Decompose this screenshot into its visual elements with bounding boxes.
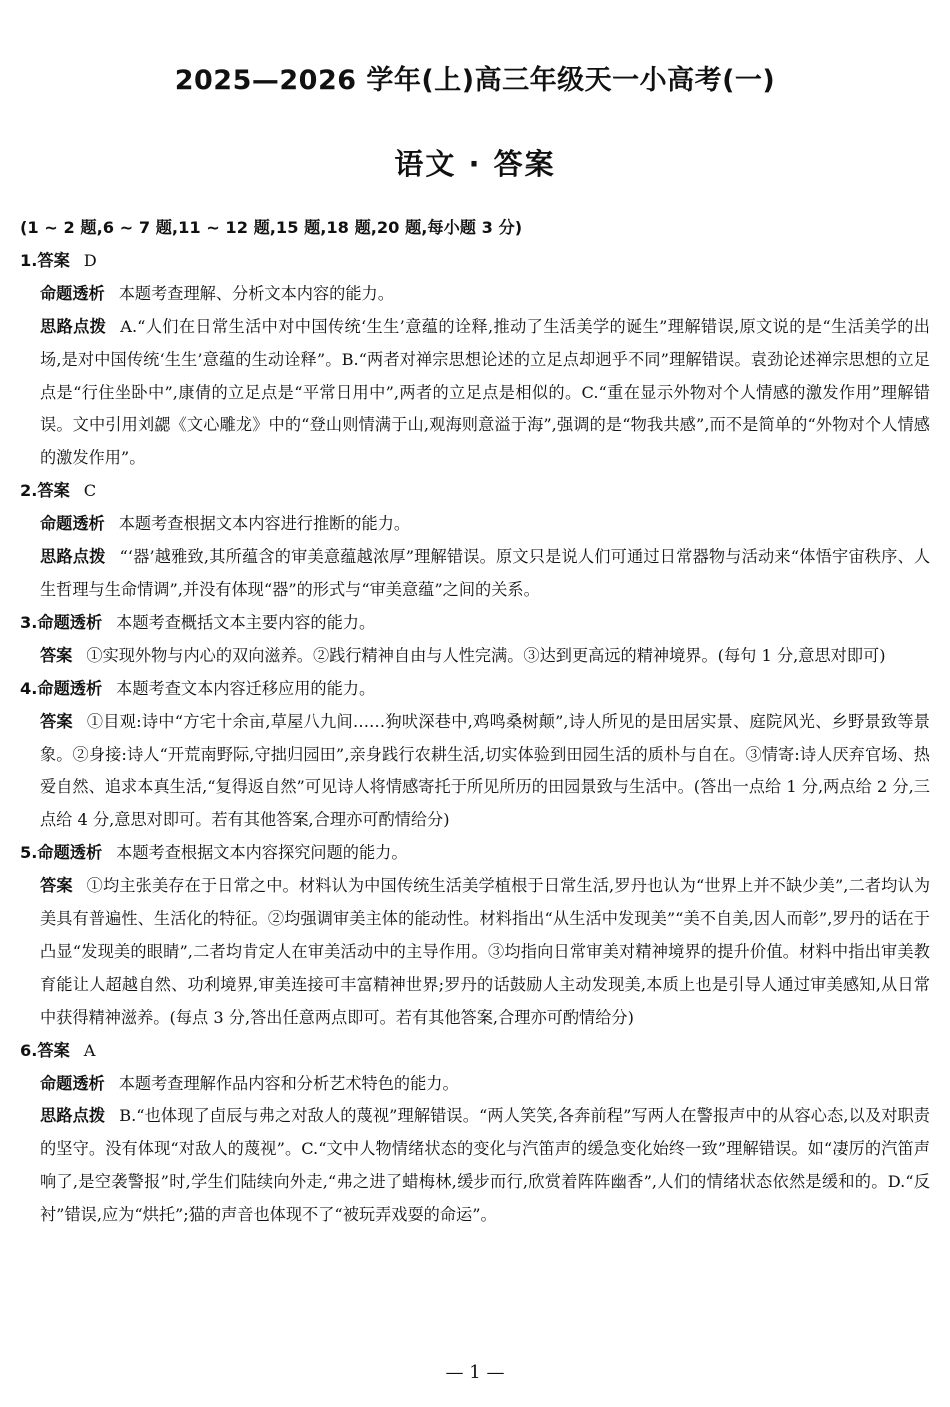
- q1-analysis-text: 本题考查理解、分析文本内容的能力。: [118, 283, 394, 303]
- q1-hint-para: [20, 311, 930, 476]
- q3-analysis-line: [20, 607, 930, 640]
- page-number: — 1 —: [445, 1362, 505, 1383]
- q3-answer-para: [20, 640, 930, 673]
- q2-hint-label: 思路点拨: [40, 547, 106, 567]
- q1-answer-value: D: [83, 250, 97, 270]
- q6-answer-label: 答案: [37, 1040, 70, 1060]
- answer-content: [20, 212, 930, 1232]
- q2-number: 2.: [20, 481, 38, 501]
- score-note: (1 ~ 2 题,6 ~ 7 题,11 ~ 12 题,15 题,18 题,20 题,每小题 3 分): [20, 218, 523, 237]
- q5-analysis-line: [20, 837, 930, 870]
- q6-number: 6.: [20, 1040, 38, 1060]
- q6-analysis-line: [20, 1068, 930, 1101]
- q6-answer-line: [20, 1035, 930, 1068]
- q4-number: 4.: [20, 678, 38, 698]
- q3-number: 3.: [20, 612, 38, 632]
- q6-answer-value: A: [83, 1040, 96, 1060]
- q2-answer-label: 答案: [37, 481, 70, 501]
- exam-title: 2025—2026 学年(上)高三年级天一小高考(一): [174, 65, 776, 96]
- q6-hint-para: [20, 1100, 930, 1232]
- q1-analysis-label: 命题透析: [40, 283, 105, 303]
- q3-analysis-text: 本题考查概括文本主要内容的能力。: [116, 612, 376, 632]
- q4-answer-label: 答案: [40, 711, 73, 731]
- q3-analysis-label: 命题透析: [37, 612, 103, 632]
- q2-answer-value: C: [83, 481, 97, 501]
- subject-subtitle: 语文 · 答案: [394, 147, 556, 181]
- q1-number: 1.: [20, 250, 38, 270]
- q2-hint-text: “‘器’越雅致,其所蕴含的审美意蕴越浓厚”理解错误。原文只是说人们可通过日常器物与活动来“体悟宇宙秩序、人生哲理与生命情调”,并没有体现“器”的形式与“审美意蕴”之间的关系。: [40, 547, 931, 599]
- q6-analysis-label: 命题透析: [40, 1073, 105, 1093]
- q3-answer-label: 答案: [40, 645, 73, 665]
- q6-hint-text: B.“也体现了卣辰与弗之对敌人的蔑视”理解错误。“两人笑笑,各奔前程”写两人在警报声中的从容心态,以及对职责的坚守。没有体现“对敌人的蔑视”。C.“文中人物情绪状态的变化与汽笛声的缓急变化始终一致”理解错误。如“凄厉的汽笛声响了,是空袭警报”时,学生们陆续向外走,“弗之进了蜡梅林,缓步而行,欣赏着阵阵幽香”,人们的情绪状态依然是缓和的。D.“反衬”错误,应为“烘托”;猫的声音也体现不了“被玩弄戏耍的命运”。: [40, 1106, 930, 1225]
- q5-answer-para: [20, 870, 930, 1035]
- q3-answer-text: ①实现外物与内心的双向滋养。②践行精神自由与人性完满。③达到更高远的精神境界。(每句 1 分,意思对即可): [86, 645, 886, 665]
- q4-analysis-label: 命题透析: [37, 678, 103, 698]
- q4-answer-text: ①目观:诗中“方宅十余亩,草屋八九间……狗吠深巷中,鸡鸣桑树颠”,诗人所见的是田居实景、庭院风光、乡野景致等景象。②身接:诗人“开荒南野际,守拙归园田”,亲身践行农耕生活,切实体验到田园生活的质朴与自在。③情寄:诗人厌弃官场、热爱自然、追求本真生活,“复得返自然”可见诗人将情感寄托于所见所历的田园景致与生活中。(答出一点给 1 分,两点给 2 分,三点给 4 分,意思对即可。若有其他答案,合理亦可酌情给分): [40, 711, 930, 830]
- q1-answer-label: 答案: [37, 250, 70, 270]
- q1-analysis-line: [20, 278, 930, 311]
- q2-analysis-label: 命题透析: [40, 514, 105, 534]
- q2-answer-line: [20, 475, 930, 508]
- q5-analysis-text: 本题考查根据文本内容探究问题的能力。: [116, 843, 408, 863]
- q5-number: 5.: [20, 843, 38, 863]
- q5-answer-label: 答案: [40, 876, 73, 896]
- q6-analysis-text: 本题考查理解作品内容和分析艺术特色的能力。: [118, 1073, 459, 1093]
- q1-hint-text: A.“人们在日常生活中对中国传统‘生生’意蕴的诠释,推动了生活美学的诞生”理解错误,原文说的是“生活美学的出场,是对中国传统‘生生’意蕴的生动诠释”。B.“两者对禅宗思想论述的立足点却迥乎不同”理解错误。袁劲论述禅宗思想的立足点是“行住坐卧中”,康倩的立足点是“平常日用中”,两者的立足点是相似的。C.“重在显示外物对个人情感的激发作用”理解错误。文中引用刘勰《文心雕龙》中的“登山则情满于山,观海则意溢于海”,强调的是“物我共感”,而不是简单的“外物对个人情感的激发作用”。: [40, 316, 930, 468]
- q4-analysis-text: 本题考查文本内容迁移应用的能力。: [116, 678, 376, 698]
- q5-analysis-label: 命题透析: [37, 843, 103, 863]
- q4-answer-para: [20, 706, 930, 838]
- q2-analysis-text: 本题考查根据文本内容进行推断的能力。: [118, 514, 411, 534]
- q1-hint-label: 思路点拨: [40, 316, 107, 336]
- q6-hint-label: 思路点拨: [40, 1106, 106, 1126]
- q5-answer-text: ①均主张美存在于日常之中。材料认为中国传统生活美学植根于日常生活,罗丹也认为“世界上并不缺少美”,二者均认为美具有普遍性、生活化的特征。②均强调审美主体的能动性。材料指出“从生活中发现美”“美不自美,因人而彰”,罗丹的话在于凸显“发现美的眼睛”,二者均肯定人在审美活动中的主导作用。③均指向日常审美对精神境界的提升价值。材料中指出审美教育能让人超越自然、功利境界,审美连接可丰富精神世界;罗丹的话鼓励人主动发现美,本质上也是引导人通过审美感知,从日常中获得精神滋养。(每点 3 分,答出任意两点即可。若有其他答案,合理亦可酌情给分): [40, 876, 931, 1027]
- q4-analysis-line: [20, 673, 930, 706]
- q2-analysis-line: [20, 508, 930, 541]
- q1-answer-line: [20, 245, 930, 278]
- q2-hint-para: [20, 541, 930, 607]
